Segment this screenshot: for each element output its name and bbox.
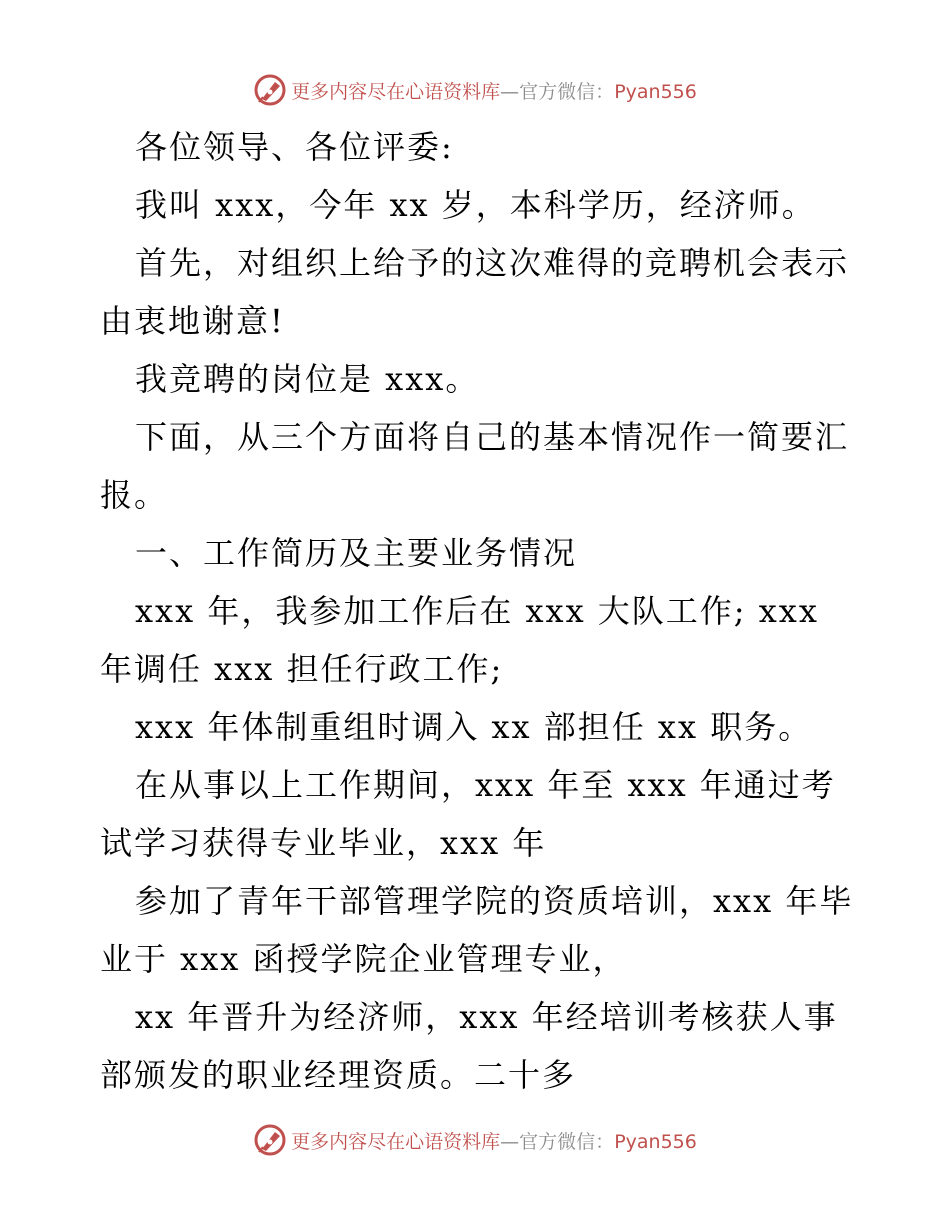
watermark-wechat-label: 官方微信： (519, 80, 615, 103)
document-line: 业于 xxx 函授学院企业管理专业， (100, 940, 627, 978)
watermark-wechat-id: Pyan556 (614, 1130, 697, 1153)
document-line: 一、工作简历及主要业务情况 (135, 534, 578, 572)
document-line: 报。 (100, 476, 169, 514)
document-line: 我叫 xxx，今年 xx 岁，本科学历，经济师。 (135, 186, 816, 224)
pen-nib-logo-icon (253, 73, 287, 107)
document-body (100, 118, 860, 1104)
footer-watermark (0, 1120, 950, 1160)
document-line: 由衷地谢意! (100, 302, 285, 340)
watermark-wechat-label: 官方微信： (519, 1130, 615, 1153)
document-line: 试学习获得专业毕业，xxx 年 (100, 824, 547, 862)
document-line: 我竞聘的岗位是 xxx。 (135, 360, 480, 398)
pen-nib-logo-icon (253, 1123, 287, 1157)
watermark-site-text: 更多内容尽在心语资料库 (291, 80, 501, 103)
document-line: 首先，对组织上给予的这次难得的竞聘机会表示 (135, 244, 850, 282)
header-watermark (0, 70, 950, 110)
document-line: 部颁发的职业经理资质。二十多 (100, 1056, 577, 1094)
watermark-text (291, 77, 697, 104)
document-line: 在从事以上工作期间，xxx 年至 xxx 年通过考 (135, 766, 836, 804)
watermark-wechat-id: Pyan556 (614, 80, 697, 103)
document-line: xx 年晋升为经济师，xxx 年经培训考核获人事 (135, 998, 838, 1036)
document-line: 参加了青年干部管理学院的资质培训，xxx 年毕 (135, 882, 854, 920)
watermark-separator: — (500, 80, 520, 103)
document-line: 各位领导、各位评委: (135, 128, 454, 166)
document-line: xxx 年，我参加工作后在 xxx 大队工作; xxx (135, 592, 819, 630)
watermark-text (291, 1127, 697, 1154)
document-line: xxx 年体制重组时调入 xx 部担任 xx 职务。 (135, 708, 813, 746)
watermark-site-text: 更多内容尽在心语资料库 (291, 1130, 501, 1153)
document-line: 下面，从三个方面将自己的基本情况作一简要汇 (135, 418, 850, 456)
document-line: 年调任 xxx 担任行政工作; (100, 650, 504, 688)
watermark-separator: — (500, 1130, 520, 1153)
